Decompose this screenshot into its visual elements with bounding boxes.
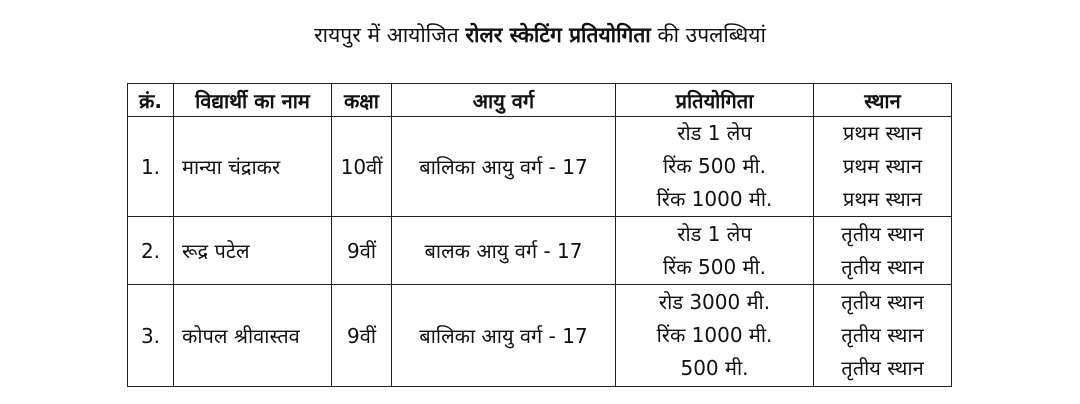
header-position: स्थान [814,84,952,117]
position-item: तृतीय स्थान [841,323,924,347]
cell-competitions [616,117,814,217]
header-class: कक्षा [332,84,392,117]
table-row [128,217,952,285]
position-item: प्रथम स्थान [843,154,922,178]
document-title [0,18,1080,52]
cell-positions [814,117,952,217]
cell-name: कोपल श्रीवास्तव [174,285,332,387]
position-item: प्रथम स्थान [843,121,922,145]
cell-name: मान्या चंद्राकर [174,117,332,217]
cell-positions [814,217,952,285]
competition-item: रिंक 500 मी. [662,154,767,178]
cell-serial: 3. [128,285,174,387]
header-name: विद्यार्थी का नाम [174,84,332,117]
cell-age-group: बालिका आयु वर्ग - 17 [392,117,616,217]
competition-item: रोड 1 लेप [677,221,752,246]
competition-item: रोड 3000 मी. [658,290,771,314]
cell-positions [814,285,952,387]
achievements-table [127,83,952,387]
competition-item: रोड 1 लेप [677,121,752,145]
header-serial: क्रं. [128,84,174,117]
table-row [128,117,952,217]
table-header-row [128,84,952,117]
competition-item: रिंक 500 मी. [662,254,767,279]
competition-item: 500 मी. [680,356,749,380]
header-age-group: आयु वर्ग [392,84,616,117]
cell-class: 9वीं [332,217,392,285]
cell-age-group: बालिका आयु वर्ग - 17 [392,285,616,387]
cell-age-group: बालक आयु वर्ग - 17 [392,217,616,285]
position-item: तृतीय स्थान [841,290,924,314]
title-suffix: की उपलब्धियां [657,23,766,47]
cell-competitions [616,217,814,285]
position-item: तृतीय स्थान [841,254,924,279]
competition-item: रिंक 1000 मी. [656,187,773,211]
cell-class: 10वीं [332,117,392,217]
position-item: तृतीय स्थान [841,221,924,246]
cell-name: रूद्र पटेल [174,217,332,285]
cell-competitions [616,285,814,387]
position-item: तृतीय स्थान [841,356,924,380]
header-competition: प्रतियोगिता [616,84,814,117]
position-item: प्रथम स्थान [843,187,922,211]
cell-serial: 2. [128,217,174,285]
title-event-name: रोलर स्केटिंग प्रतियोगिता [465,23,651,47]
competition-item: रिंक 1000 मी. [656,323,773,347]
title-prefix: रायपुर में आयोजित [314,23,459,47]
table-row [128,285,952,387]
cell-class: 9वीं [332,285,392,387]
cell-serial: 1. [128,117,174,217]
